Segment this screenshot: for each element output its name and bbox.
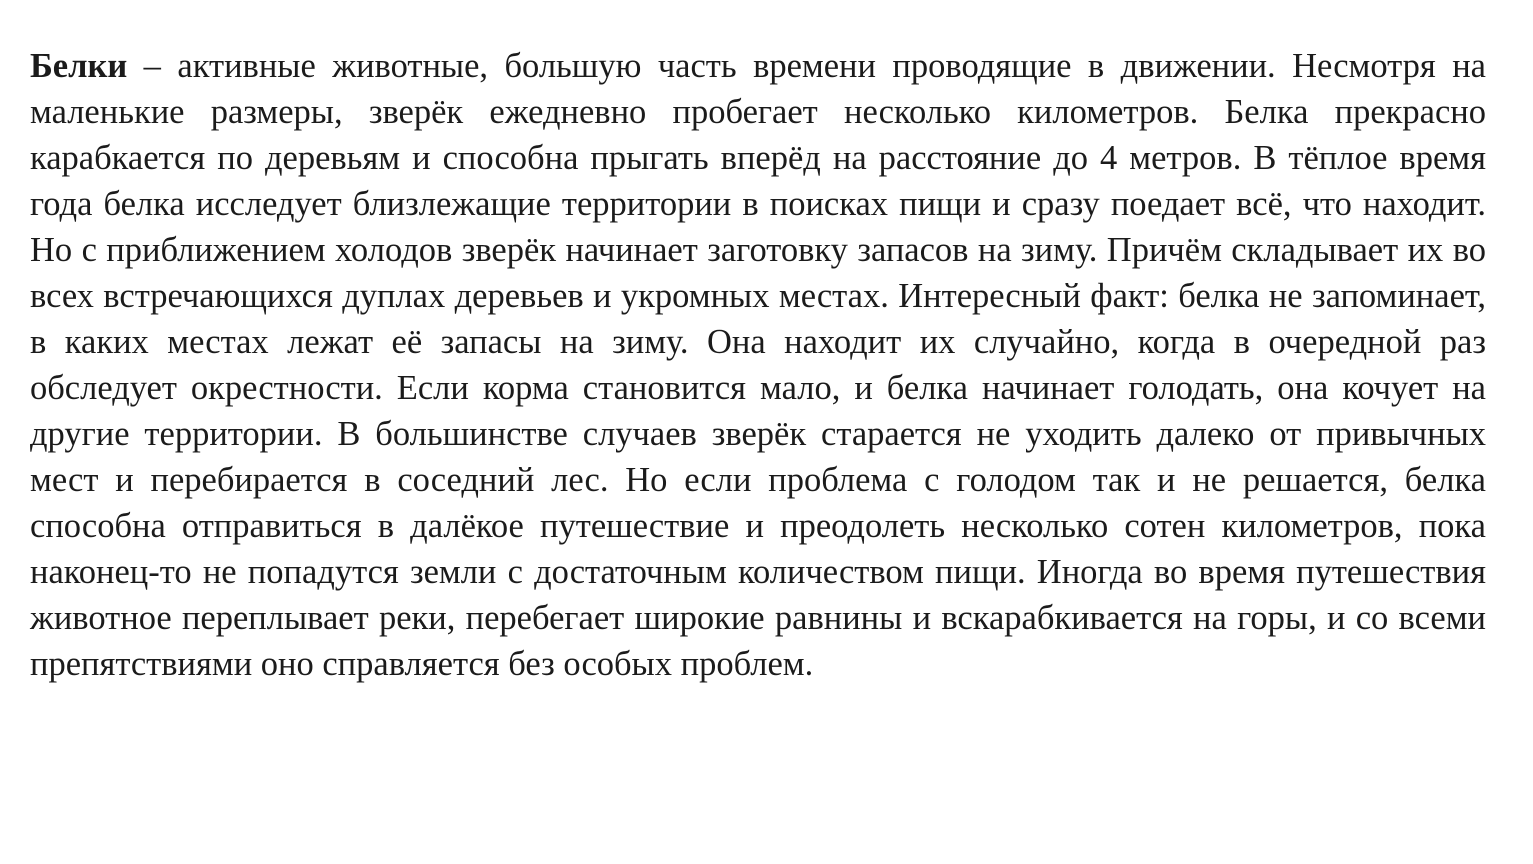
term-heading: Белки: [30, 47, 128, 85]
paragraph: [30, 43, 1486, 687]
paragraph-body: – активные животные, большую часть времени проводящие в движении. Несмотря на маленькие размеры, зверёк ежедневно пробегает несколько километров. Белка прекрасно карабкается по деревьям и способна прыгать вперёд на расстояние до 4 метров. В тёплое время года белка исследует близлежащие территории в поисках пищи и сразу поедает всё, что находит. Но с приближением холодов зверёк начинает заготовку запасов на зиму. Причём складывает их во всех встречающихся дуплах деревьев и укромных местах. Интересный факт: белка не запоминает, в каких местах лежат её запасы на зиму. Она находит их случайно, когда в очередной раз обследует окрестности. Если корма становится мало, и белка начинает голодать, она кочует на другие территории. В большинстве случаев зверёк старается не уходить далеко от привычных мест и перебирается в соседний лес. Но если проблема с голодом так и не решается, белка способна отправиться в далёкое путешествие и преодолеть несколько сотен километров, пока наконец-то не попадутся земли с достаточным количеством пищи. Иногда во время путешествия животное переплывает реки, перебегает широкие равнины и вскарабкивается на горы, и со всеми препятствиями оно справляется без особых проблем.: [30, 47, 1486, 683]
